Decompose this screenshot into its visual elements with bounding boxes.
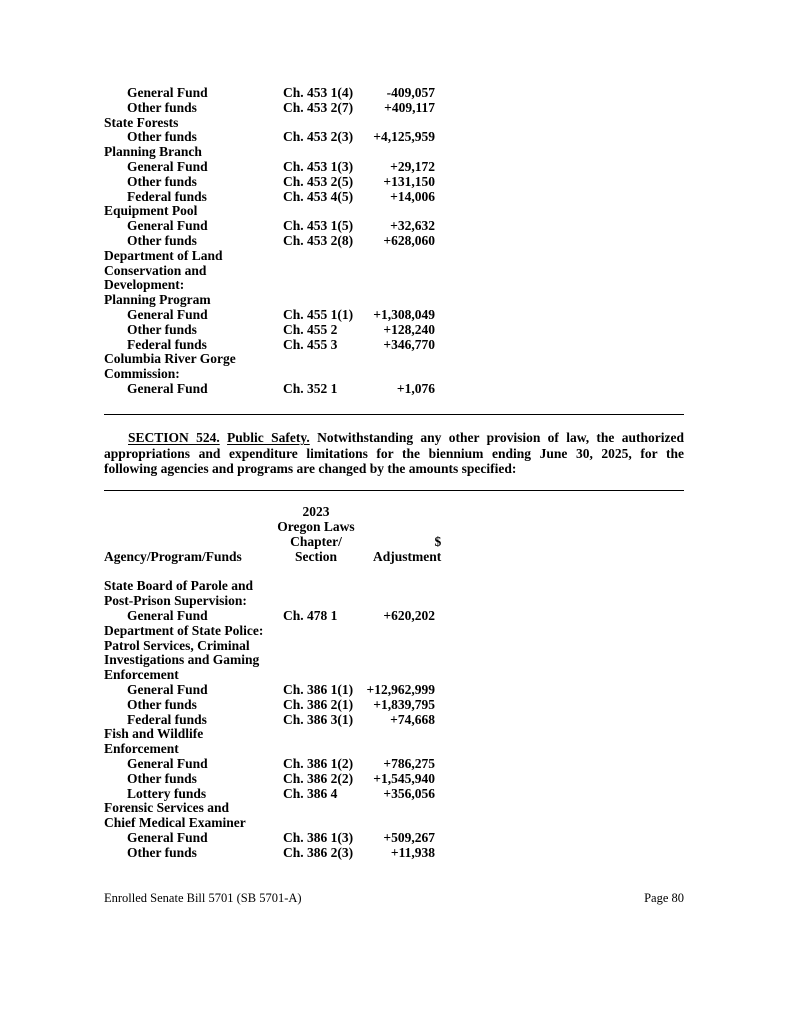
adjustment-amount: +628,060 — [383, 232, 435, 248]
adjustment-amount: +1,076 — [396, 380, 435, 396]
table-row — [104, 757, 435, 772]
chapter-section-ref: Ch. 453 4(5) — [283, 188, 354, 204]
header-section: Section — [295, 548, 337, 564]
table-row — [104, 653, 435, 668]
horizontal-rule-top — [104, 414, 684, 416]
header-agency-program-funds: Agency/Program/Funds — [104, 548, 242, 564]
table-row — [104, 278, 435, 293]
fund-label: General Fund — [127, 85, 208, 100]
fund-label: Other funds — [127, 770, 197, 786]
table-row — [104, 204, 435, 219]
adjustment-amount: +1,308,049 — [373, 306, 435, 322]
header-adjustment: Adjustment — [373, 548, 442, 564]
paragraph-line — [104, 430, 684, 446]
page-content — [104, 0, 684, 906]
adjustment-amount: +1,545,940 — [373, 770, 435, 786]
fund-label: General Fund — [127, 829, 208, 845]
adjustment-amount: +14,006 — [390, 188, 435, 204]
fund-label: Conservation and — [104, 262, 207, 278]
fund-label: Enforcement — [104, 667, 179, 683]
table-row — [104, 219, 435, 234]
paragraph-line: following agencies and programs are changed by the amounts specified: — [104, 461, 517, 477]
adjustment-amount: +346,770 — [383, 336, 435, 352]
chapter-section-ref: Ch. 455 2 — [283, 321, 338, 337]
fund-label: Lottery funds — [127, 785, 207, 801]
table-row — [104, 101, 435, 116]
table-row — [104, 352, 435, 367]
header-dollar-sign: $ — [434, 533, 442, 549]
adjustment-amount: +29,172 — [390, 158, 435, 174]
chapter-section-ref: Ch. 386 1(3) — [283, 829, 354, 845]
fund-label: Other funds — [127, 321, 197, 337]
chapter-section-ref: Ch. 386 3(1) — [283, 711, 354, 727]
chapter-section-ref: Ch. 352 1 — [283, 380, 338, 396]
header-oregon-laws: Oregon Laws — [277, 519, 355, 535]
table-row — [104, 264, 435, 279]
chapter-section-ref: Ch. 453 2(3) — [283, 129, 354, 145]
table-row — [104, 668, 435, 683]
adjustment-amount: +409,117 — [384, 99, 435, 115]
fund-label: Equipment Pool — [104, 203, 198, 219]
fund-label: Department of Land — [104, 247, 223, 263]
fund-table-section-524 — [104, 579, 435, 860]
fund-label: Other funds — [127, 99, 197, 115]
adjustment-amount: +786,275 — [383, 755, 435, 771]
table-row — [104, 367, 435, 382]
chapter-section-ref: Ch. 453 2(7) — [283, 99, 354, 115]
table-row — [104, 86, 435, 101]
horizontal-rule-middle — [104, 490, 684, 492]
chapter-section-ref: Ch. 386 4 — [283, 785, 338, 801]
fund-label: Chief Medical Examiner — [104, 815, 246, 831]
fund-label: Development: — [104, 277, 185, 293]
table-row — [104, 683, 435, 698]
table-row — [104, 831, 435, 846]
fund-label: State Board of Parole and — [104, 578, 253, 594]
fund-label: Other funds — [127, 844, 197, 860]
fund-label: General Fund — [127, 682, 208, 697]
fund-label: Fish and Wildlife — [104, 726, 204, 742]
table-row — [104, 234, 435, 249]
table-row — [104, 293, 435, 308]
fund-label: State Forests — [104, 114, 179, 130]
fund-label: Other funds — [127, 696, 197, 712]
chapter-section-ref: Ch. 386 1(1) — [283, 682, 354, 697]
table-row — [104, 624, 435, 639]
fund-label: Commission: — [104, 366, 180, 382]
footer-page-number: Page 80 — [644, 890, 684, 905]
paragraph-line: appropriations and expenditure limitations for the biennium ending June 30, 2025, for the — [104, 445, 684, 461]
table-row — [104, 846, 435, 861]
fund-label: Planning Branch — [104, 144, 202, 160]
table-row — [104, 190, 435, 205]
table-row — [104, 787, 435, 802]
fund-label: Other funds — [127, 173, 197, 189]
header-spacer — [104, 505, 259, 520]
header-spacer — [373, 520, 441, 535]
header-spacer — [104, 535, 259, 550]
chapter-section-ref: Ch. 453 1(4) — [283, 85, 354, 100]
table-row — [104, 116, 435, 131]
adjustment-amount: +32,632 — [390, 218, 435, 234]
chapter-section-ref: Ch. 453 2(5) — [283, 173, 354, 189]
adjustment-amount: +131,150 — [383, 173, 435, 189]
table-row — [104, 145, 435, 160]
table-row — [104, 130, 435, 145]
table-row — [104, 308, 435, 323]
fund-label: General Fund — [127, 218, 208, 234]
fund-label: General Fund — [127, 380, 208, 396]
fund-label: Federal funds — [127, 336, 207, 352]
fund-label: Investigations and Gaming — [104, 652, 260, 668]
table-row — [104, 816, 435, 831]
adjustment-amount: +11,938 — [390, 844, 435, 860]
adjustment-amount: +1,839,795 — [373, 696, 435, 712]
adjustment-amount: +128,240 — [383, 321, 435, 337]
table-row — [104, 609, 435, 624]
section-title: Public Safety. — [227, 430, 310, 446]
chapter-section-ref: Ch. 386 2(2) — [283, 770, 354, 786]
chapter-section-ref: Ch. 386 2(1) — [283, 696, 354, 712]
table-row — [104, 742, 435, 757]
header-spacer — [104, 520, 259, 535]
paragraph-text: Notwithstanding any other provision of law, the authorized — [317, 430, 684, 446]
header-year: 2023 — [302, 504, 330, 520]
chapter-section-ref: Ch. 453 2(8) — [283, 232, 354, 248]
table-row — [104, 382, 435, 397]
table-row — [104, 338, 435, 353]
fund-label: Department of State Police: — [104, 622, 264, 638]
table-row — [104, 594, 435, 609]
chapter-section-ref: Ch. 453 1(3) — [283, 158, 354, 174]
adjustment-amount: -409,057 — [386, 85, 435, 100]
chapter-section-ref: Ch. 386 2(3) — [283, 844, 354, 860]
adjustment-amount: +12,962,999 — [366, 682, 435, 697]
table-row — [104, 772, 435, 787]
page-footer — [104, 891, 684, 906]
adjustment-amount: +4,125,959 — [373, 129, 435, 145]
table-row — [104, 727, 435, 742]
fund-label: Federal funds — [127, 711, 207, 727]
section-number: SECTION 524. — [128, 430, 220, 446]
fund-label: Other funds — [127, 129, 197, 145]
fund-label: Patrol Services, Criminal — [104, 637, 250, 653]
fund-label: General Fund — [127, 306, 208, 322]
table-row — [104, 579, 435, 594]
fund-label: Planning Program — [104, 292, 211, 308]
table-row — [104, 175, 435, 190]
adjustment-amount: +620,202 — [383, 608, 435, 624]
fund-label: General Fund — [127, 608, 208, 624]
chapter-section-ref: Ch. 453 1(5) — [283, 218, 354, 234]
fund-label: Post-Prison Supervision: — [104, 593, 247, 609]
adjustment-amount: +74,668 — [390, 711, 435, 727]
table-row — [104, 249, 435, 264]
chapter-section-ref: Ch. 455 1(1) — [283, 306, 354, 322]
fund-label: Columbia River Gorge — [104, 351, 236, 367]
header-spacer — [373, 505, 441, 520]
table-row — [104, 160, 435, 175]
fund-label: Forensic Services and — [104, 800, 229, 816]
fund-label: Federal funds — [127, 188, 207, 204]
adjustment-amount: +509,267 — [383, 829, 435, 845]
chapter-section-ref: Ch. 386 1(2) — [283, 755, 354, 771]
header-chapter: Chapter/ — [290, 533, 342, 549]
fund-table-continuation — [104, 86, 435, 397]
section-524-paragraph — [104, 430, 684, 477]
chapter-section-ref: Ch. 455 3 — [283, 336, 338, 352]
chapter-section-ref: Ch. 478 1 — [283, 608, 338, 624]
fund-label: General Fund — [127, 755, 208, 771]
table-row — [104, 713, 435, 728]
table-row — [104, 801, 435, 816]
adjustment-amount: +356,056 — [383, 785, 435, 801]
fund-label: General Fund — [127, 158, 208, 174]
table-row — [104, 698, 435, 713]
fund-label: Other funds — [127, 232, 197, 248]
table-row — [104, 639, 435, 654]
footer-bill-title: Enrolled Senate Bill 5701 (SB 5701-A) — [104, 890, 302, 905]
table-row — [104, 323, 435, 338]
fund-table-header — [104, 504, 442, 564]
fund-label: Enforcement — [104, 741, 179, 757]
